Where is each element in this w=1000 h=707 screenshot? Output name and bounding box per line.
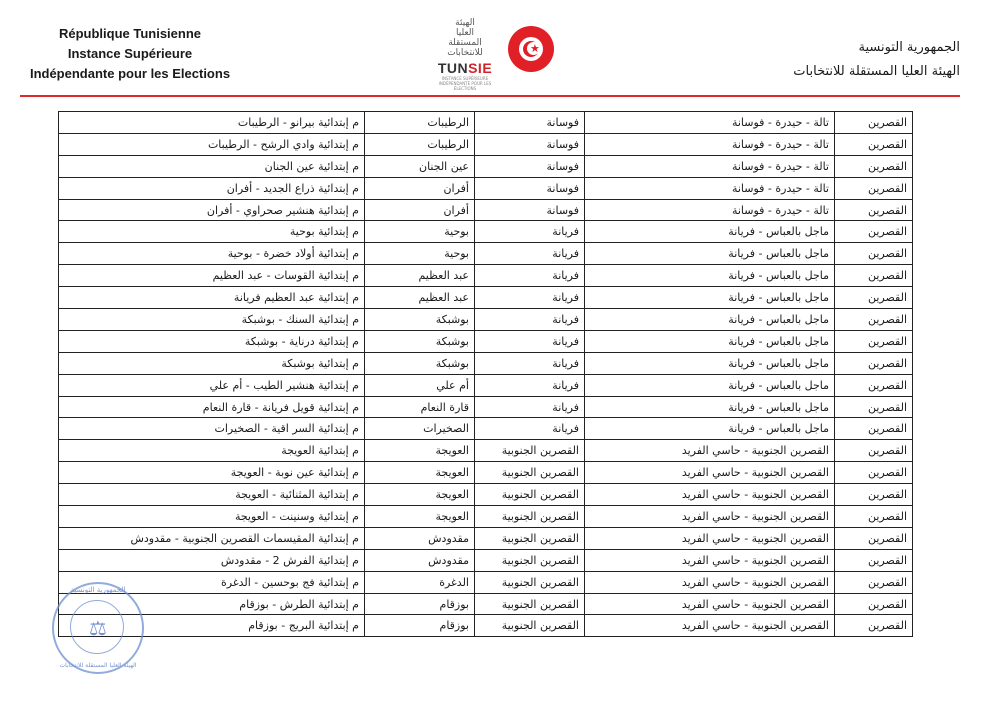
delegation-cell: فريانة <box>475 374 585 396</box>
governorate-cell: القصرين <box>835 462 913 484</box>
sector-cell: العويجة <box>365 462 475 484</box>
governorate-cell: القصرين <box>835 418 913 440</box>
constituency-cell: ماجل بالعباس - فريانة <box>585 243 835 265</box>
stamp-text-bottom: الهيئة العليا المستقلة للانتخابات <box>59 662 137 669</box>
constituency-cell: القصرين الجنوبية - حاسي الفريد <box>585 484 835 506</box>
tunisia-flag-icon: ★ <box>508 26 554 72</box>
table-row <box>59 484 913 506</box>
governorate-cell: القصرين <box>835 287 913 309</box>
table-row <box>59 309 913 331</box>
polling-center-cell: م إبتدائية عين الجنان <box>59 155 365 177</box>
sector-cell: الصخيرات <box>365 418 475 440</box>
sector-cell: بوحية <box>365 221 475 243</box>
table-row <box>59 177 913 199</box>
sector-cell: عبد العظيم <box>365 287 475 309</box>
constituency-cell: ماجل بالعباس - فريانة <box>585 374 835 396</box>
sector-cell: مقدودش <box>365 549 475 571</box>
governorate-cell: القصرين <box>835 440 913 462</box>
governorate-cell: القصرين <box>835 593 913 615</box>
sector-cell: بوشبكة <box>365 352 475 374</box>
delegation-cell: القصرين الجنوبية <box>475 615 585 637</box>
governorate-cell: القصرين <box>835 352 913 374</box>
constituency-cell: القصرين الجنوبية - حاسي الفريد <box>585 440 835 462</box>
polling-center-cell: م إبتدائية هنشير صحراوي - أفران <box>59 199 365 221</box>
polling-center-cell: م إبتدائية عين نوبة - العويجة <box>59 462 365 484</box>
sector-cell: أم علي <box>365 374 475 396</box>
logo-subtitle: INSTANCE SUPÉRIEURE INDÉPENDANTE POUR LES ÉLECTIONS <box>438 76 492 91</box>
polling-center-cell: م إبتدائية عبد العظيم فريانة <box>59 287 365 309</box>
isie-logo <box>430 18 500 90</box>
polling-center-cell: م إبتدائية قويل فريانة - قارة النعام <box>59 396 365 418</box>
polling-center-cell: م إبتدائية المثنائية - العويجة <box>59 484 365 506</box>
governorate-cell: القصرين <box>835 571 913 593</box>
polling-center-cell: م إبتدائية وسنينت - العويجة <box>59 506 365 528</box>
governorate-cell: القصرين <box>835 374 913 396</box>
governorate-cell: القصرين <box>835 615 913 637</box>
fr-line-3: Indépendante pour les Elections <box>29 66 231 81</box>
sector-cell: بوحية <box>365 243 475 265</box>
sector-cell: عبد العظيم <box>365 265 475 287</box>
delegation-cell: القصرين الجنوبية <box>475 527 585 549</box>
table-row <box>59 527 913 549</box>
governorate-cell: القصرين <box>835 221 913 243</box>
constituency-cell: تالة - حيدرة - فوسانة <box>585 155 835 177</box>
table-row <box>59 396 913 418</box>
constituency-cell: ماجل بالعباس - فريانة <box>585 309 835 331</box>
sector-cell: العويجة <box>365 484 475 506</box>
constituency-cell: ماجل بالعباس - فريانة <box>585 396 835 418</box>
constituency-cell: ماجل بالعباس - فريانة <box>585 221 835 243</box>
polling-center-cell: م إبتدائية المقيسمات القصرين الجنوبية - مقدودش <box>59 527 365 549</box>
constituency-cell: ماجل بالعباس - فريانة <box>585 418 835 440</box>
delegation-cell: القصرين الجنوبية <box>475 549 585 571</box>
delegation-cell: فريانة <box>475 243 585 265</box>
table-row <box>59 549 913 571</box>
governorate-cell: القصرين <box>835 309 913 331</box>
constituency-cell: القصرين الجنوبية - حاسي الفريد <box>585 549 835 571</box>
sector-cell: عين الجنان <box>365 155 475 177</box>
ar-line-2: الهيئة العليا المستقلة للانتخابات <box>793 64 960 79</box>
table-row <box>59 418 913 440</box>
constituency-cell: ماجل بالعباس - فريانة <box>585 287 835 309</box>
constituency-cell: القصرين الجنوبية - حاسي الفريد <box>585 593 835 615</box>
constituency-cell: ماجل بالعباس - فريانة <box>585 330 835 352</box>
delegation-cell: فريانة <box>475 309 585 331</box>
constituency-cell: ماجل بالعباس - فريانة <box>585 265 835 287</box>
sector-cell: مقدودش <box>365 527 475 549</box>
delegation-cell: فريانة <box>475 330 585 352</box>
logo-arabic-text: الهيئة العليا المستقلة للانتخابات <box>447 18 483 58</box>
delegation-cell: القصرين الجنوبية <box>475 440 585 462</box>
table-row <box>59 593 913 615</box>
polling-stations-table <box>58 111 913 637</box>
constituency-cell: تالة - حيدرة - فوسانة <box>585 199 835 221</box>
delegation-cell: فريانة <box>475 418 585 440</box>
polling-center-cell: م إبتدائية السر اقية - الصخيرات <box>59 418 365 440</box>
sector-cell: بوزقام <box>365 615 475 637</box>
delegation-cell: فوسانة <box>475 177 585 199</box>
polling-center-cell: م إبتدائية بيرانو - الرطيبات <box>59 112 365 134</box>
constituency-cell: تالة - حيدرة - فوسانة <box>585 133 835 155</box>
stamp-text-top: الجمهورية التونسية <box>70 586 126 594</box>
sector-cell: قارة النعام <box>365 396 475 418</box>
sector-cell: أفران <box>365 199 475 221</box>
delegation-cell: القصرين الجنوبية <box>475 462 585 484</box>
polling-center-cell: م إبتدائية البريج - بوزقام <box>59 615 365 637</box>
delegation-cell: فريانة <box>475 265 585 287</box>
governorate-cell: القصرين <box>835 155 913 177</box>
constituency-cell: تالة - حيدرة - فوسانة <box>585 112 835 134</box>
table-row <box>59 615 913 637</box>
fr-line-2: Instance Supérieure <box>67 46 193 61</box>
header-arabic <box>700 36 960 84</box>
delegation-cell: القصرين الجنوبية <box>475 506 585 528</box>
governorate-cell: القصرين <box>835 112 913 134</box>
governorate-cell: القصرين <box>835 506 913 528</box>
constituency-cell: القصرين الجنوبية - حاسي الفريد <box>585 506 835 528</box>
delegation-cell: فوسانة <box>475 133 585 155</box>
constituency-cell: القصرين الجنوبية - حاسي الفريد <box>585 615 835 637</box>
constituency-cell: القصرين الجنوبية - حاسي الفريد <box>585 462 835 484</box>
governorate-cell: القصرين <box>835 396 913 418</box>
sector-cell: بوشبكة <box>365 309 475 331</box>
sector-cell: بوشبكة <box>365 330 475 352</box>
sector-cell: العويجة <box>365 440 475 462</box>
polling-center-cell: م إبتدائية هنشير الطيب - أم علي <box>59 374 365 396</box>
table-row <box>59 155 913 177</box>
header-french <box>20 24 240 84</box>
table-row <box>59 374 913 396</box>
delegation-cell: القصرين الجنوبية <box>475 593 585 615</box>
polling-center-cell: م إبتدائية فج بوحسين - الدغرة <box>59 571 365 593</box>
sector-cell: الرطيبات <box>365 133 475 155</box>
delegation-cell: فريانة <box>475 221 585 243</box>
logo-wordmark: TUNSIE <box>437 60 493 76</box>
polling-center-cell: م إبتدائية الفرش 2 - مقدودش <box>59 549 365 571</box>
table-row <box>59 352 913 374</box>
polling-center-cell: م إبتدائية بوحية <box>59 221 365 243</box>
sector-cell: العويجة <box>365 506 475 528</box>
table-row <box>59 133 913 155</box>
table-row <box>59 330 913 352</box>
polling-center-cell: م إبتدائية القوسات - عبد العظيم <box>59 265 365 287</box>
emblem-icon: ⚖ <box>89 616 107 640</box>
governorate-cell: القصرين <box>835 330 913 352</box>
table-row <box>59 462 913 484</box>
governorate-cell: القصرين <box>835 243 913 265</box>
sector-cell: الرطيبات <box>365 112 475 134</box>
table-row <box>59 440 913 462</box>
delegation-cell: فريانة <box>475 352 585 374</box>
header-divider <box>20 95 960 97</box>
constituency-cell: تالة - حيدرة - فوسانة <box>585 177 835 199</box>
sector-cell: الدغرة <box>365 571 475 593</box>
sector-cell: أفران <box>365 177 475 199</box>
constituency-cell: القصرين الجنوبية - حاسي الفريد <box>585 527 835 549</box>
sector-cell: بوزقام <box>365 593 475 615</box>
governorate-cell: القصرين <box>835 527 913 549</box>
table-row <box>59 112 913 134</box>
official-stamp <box>52 582 144 674</box>
table-row <box>59 221 913 243</box>
ar-line-1: الجمهورية التونسية <box>858 40 960 55</box>
polling-center-cell: م إبتدائية أولاد خضرة - بوحية <box>59 243 365 265</box>
table-row <box>59 243 913 265</box>
table-row <box>59 199 913 221</box>
table-row <box>59 287 913 309</box>
delegation-cell: فريانة <box>475 287 585 309</box>
polling-center-cell: م إبتدائية وادي الرشح - الرطيبات <box>59 133 365 155</box>
governorate-cell: القصرين <box>835 199 913 221</box>
polling-center-cell: م إبتدائية بوشبكة <box>59 352 365 374</box>
governorate-cell: القصرين <box>835 549 913 571</box>
delegation-cell: فوسانة <box>475 155 585 177</box>
polling-center-cell: م إبتدائية السنك - بوشبكة <box>59 309 365 331</box>
delegation-cell: فوسانة <box>475 112 585 134</box>
polling-center-cell: م إبتدائية الطرش - بوزقام <box>59 593 365 615</box>
polling-center-cell: م إبتدائية العويجة <box>59 440 365 462</box>
constituency-cell: ماجل بالعباس - فريانة <box>585 352 835 374</box>
governorate-cell: القصرين <box>835 484 913 506</box>
delegation-cell: القصرين الجنوبية <box>475 571 585 593</box>
polling-center-cell: م إبتدائية ذراع الجديد - أفران <box>59 177 365 199</box>
table-row <box>59 265 913 287</box>
delegation-cell: فريانة <box>475 396 585 418</box>
constituency-cell: القصرين الجنوبية - حاسي الفريد <box>585 571 835 593</box>
delegation-cell: القصرين الجنوبية <box>475 484 585 506</box>
fr-line-1: République Tunisienne <box>58 26 202 41</box>
governorate-cell: القصرين <box>835 177 913 199</box>
governorate-cell: القصرين <box>835 133 913 155</box>
polling-center-cell: م إبتدائية درناية - بوشبكة <box>59 330 365 352</box>
table-row <box>59 506 913 528</box>
table-row <box>59 571 913 593</box>
governorate-cell: القصرين <box>835 265 913 287</box>
delegation-cell: فوسانة <box>475 199 585 221</box>
